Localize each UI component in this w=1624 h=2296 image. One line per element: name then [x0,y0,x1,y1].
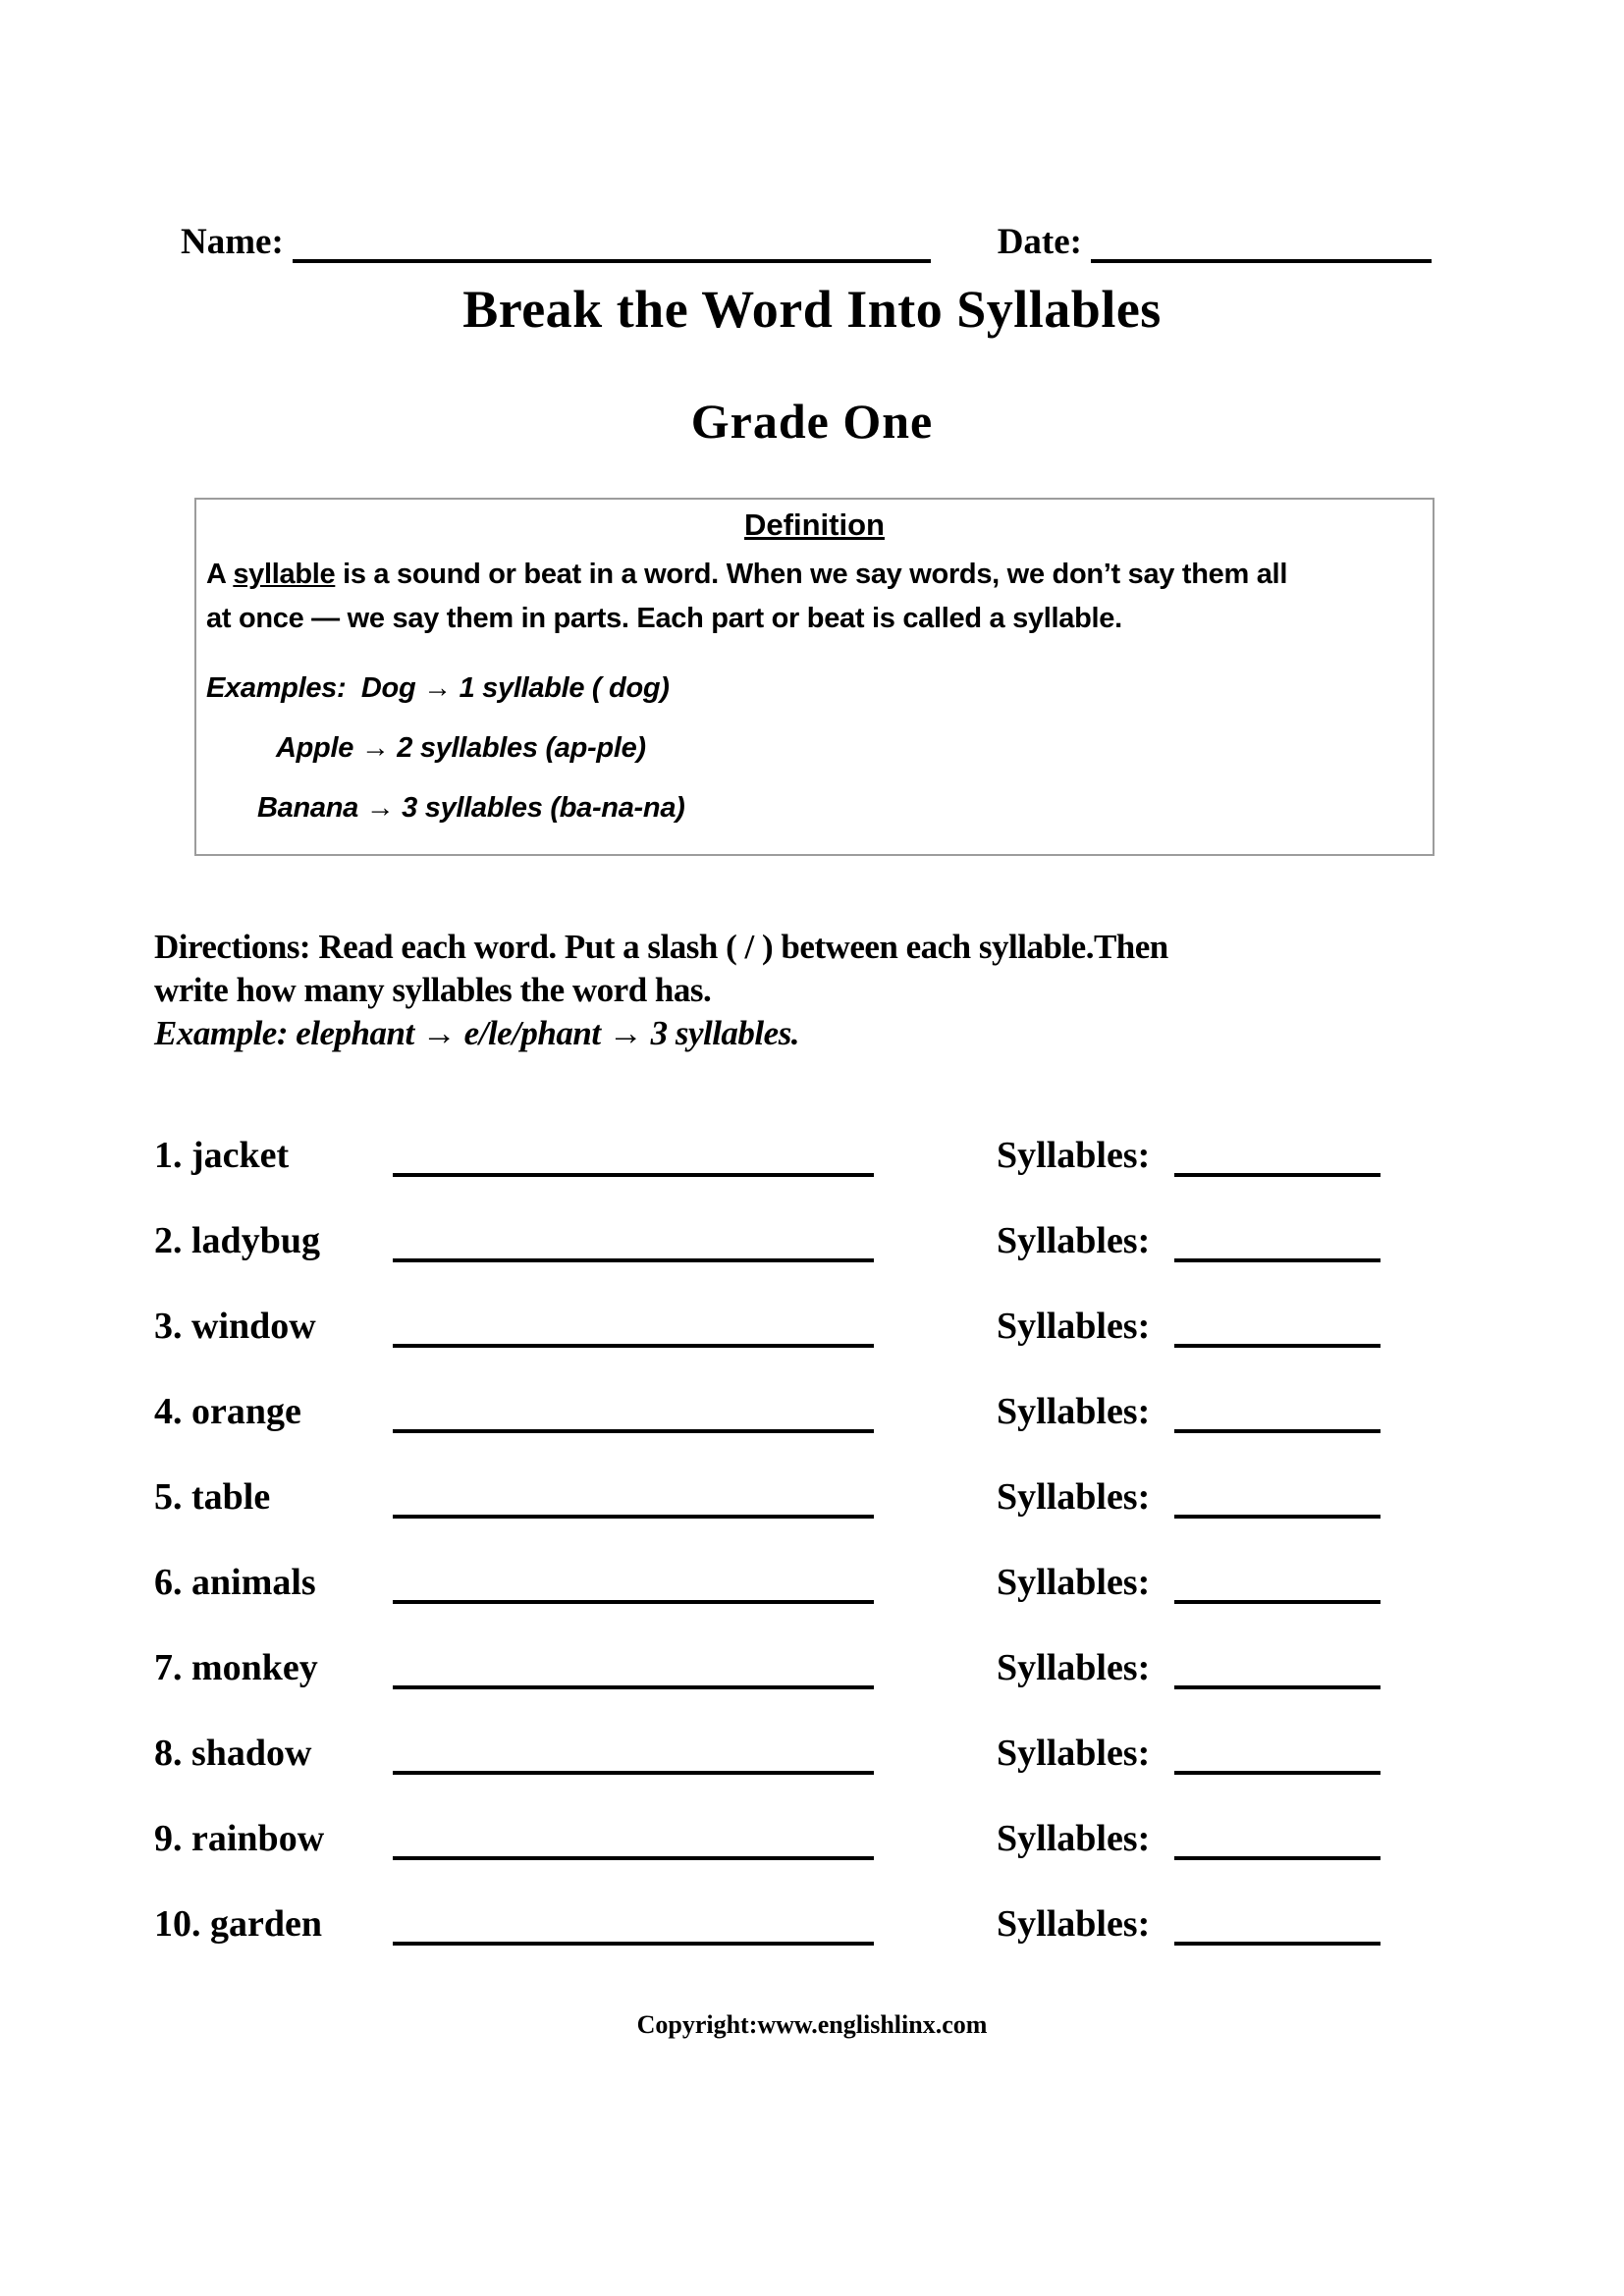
definition-text-line1 [206,553,1423,597]
syllables-answer-line[interactable] [1174,1561,1380,1604]
word-answer-line[interactable] [393,1561,874,1604]
word-answer-line[interactable] [393,1305,874,1348]
definition-line1-prefix: A [206,559,234,590]
copyright-footer: Copyright:www.englishlinx.com [636,2010,988,2039]
syllables-label: Syllables: [997,1903,1151,1945]
syllables-label: Syllables: [997,1135,1151,1176]
definition-text-line2: at once — we say them in parts. Each part or beat is called a syllable. [206,603,1122,634]
worksheet-row [154,1134,1529,1219]
example-line: Apple → 2 syllables (ap-ple) [276,732,646,764]
page-title: Break the Word Into Syllables [462,280,1162,339]
name-date-row [181,222,1432,263]
definition-heading: Definition [744,507,885,542]
word-answer-line[interactable] [393,1219,874,1262]
word-answer-line[interactable] [393,1817,874,1860]
directions-example: Example: elephant → e/le/phant → 3 syllables. [154,1014,800,1052]
syllables-answer-line[interactable] [1174,1134,1380,1177]
directions-line2: write how many syllables the word has. [154,971,712,1009]
worksheet-row [154,1305,1529,1390]
worksheet-row [154,1219,1529,1305]
directions-line1: Directions: Read each word. Put a slash ( / ) between each syllable.Then [154,928,1168,966]
worksheet-row [154,1902,1529,1988]
worksheet-items [154,1134,1529,1988]
item-word: 3. window [154,1306,316,1347]
item-word: 8. shadow [154,1733,312,1774]
underlined-term: syllable [233,559,336,590]
worksheet-row [154,1817,1529,1902]
example-line: Banana → 3 syllables (ba-na-na) [257,792,685,824]
word-answer-line[interactable] [393,1902,874,1946]
word-answer-line[interactable] [393,1134,874,1177]
syllables-label: Syllables: [997,1733,1151,1774]
syllables-answer-line[interactable] [1174,1219,1380,1262]
item-word: 4. orange [154,1391,301,1432]
syllables-label: Syllables: [997,1562,1151,1603]
item-word: 9. rainbow [154,1818,325,1859]
syllables-answer-line[interactable] [1174,1732,1380,1775]
item-word: 7. monkey [154,1647,318,1688]
syllables-answer-line[interactable] [1174,1390,1380,1433]
page-subtitle: Grade One [690,394,934,449]
definition-box [194,498,1435,856]
directions [154,926,1499,1055]
worksheet-row [154,1646,1529,1732]
item-word: 5. table [154,1476,271,1518]
syllables-label: Syllables: [997,1818,1151,1859]
syllables-label: Syllables: [997,1476,1151,1518]
syllables-answer-line[interactable] [1174,1475,1380,1519]
worksheet-row [154,1732,1529,1817]
worksheet-row [154,1390,1529,1475]
definition-line1-rest: is a sound or beat in a word. When we say words, we don’t say them all [335,559,1288,590]
worksheet-row [154,1561,1529,1646]
name-input-line[interactable] [293,224,931,263]
date-input-line[interactable] [1091,224,1432,263]
item-word: 2. ladybug [154,1220,320,1261]
syllables-label: Syllables: [997,1306,1151,1347]
word-answer-line[interactable] [393,1732,874,1775]
examples-list [206,659,1423,838]
date-label: Date: [997,222,1082,262]
word-answer-line[interactable] [393,1390,874,1433]
syllables-label: Syllables: [997,1220,1151,1261]
name-label: Name: [181,222,284,262]
syllables-label: Syllables: [997,1391,1151,1432]
syllables-answer-line[interactable] [1174,1817,1380,1860]
syllables-answer-line[interactable] [1174,1902,1380,1946]
item-word: 10. garden [154,1903,322,1945]
item-word: 6. animals [154,1562,316,1603]
worksheet-row [154,1475,1529,1561]
syllables-answer-line[interactable] [1174,1646,1380,1689]
example-line: Examples: Dog → 1 syllable ( dog) [206,672,670,704]
word-answer-line[interactable] [393,1475,874,1519]
syllables-label: Syllables: [997,1647,1151,1688]
item-word: 1. jacket [154,1135,290,1176]
word-answer-line[interactable] [393,1646,874,1689]
syllables-answer-line[interactable] [1174,1305,1380,1348]
